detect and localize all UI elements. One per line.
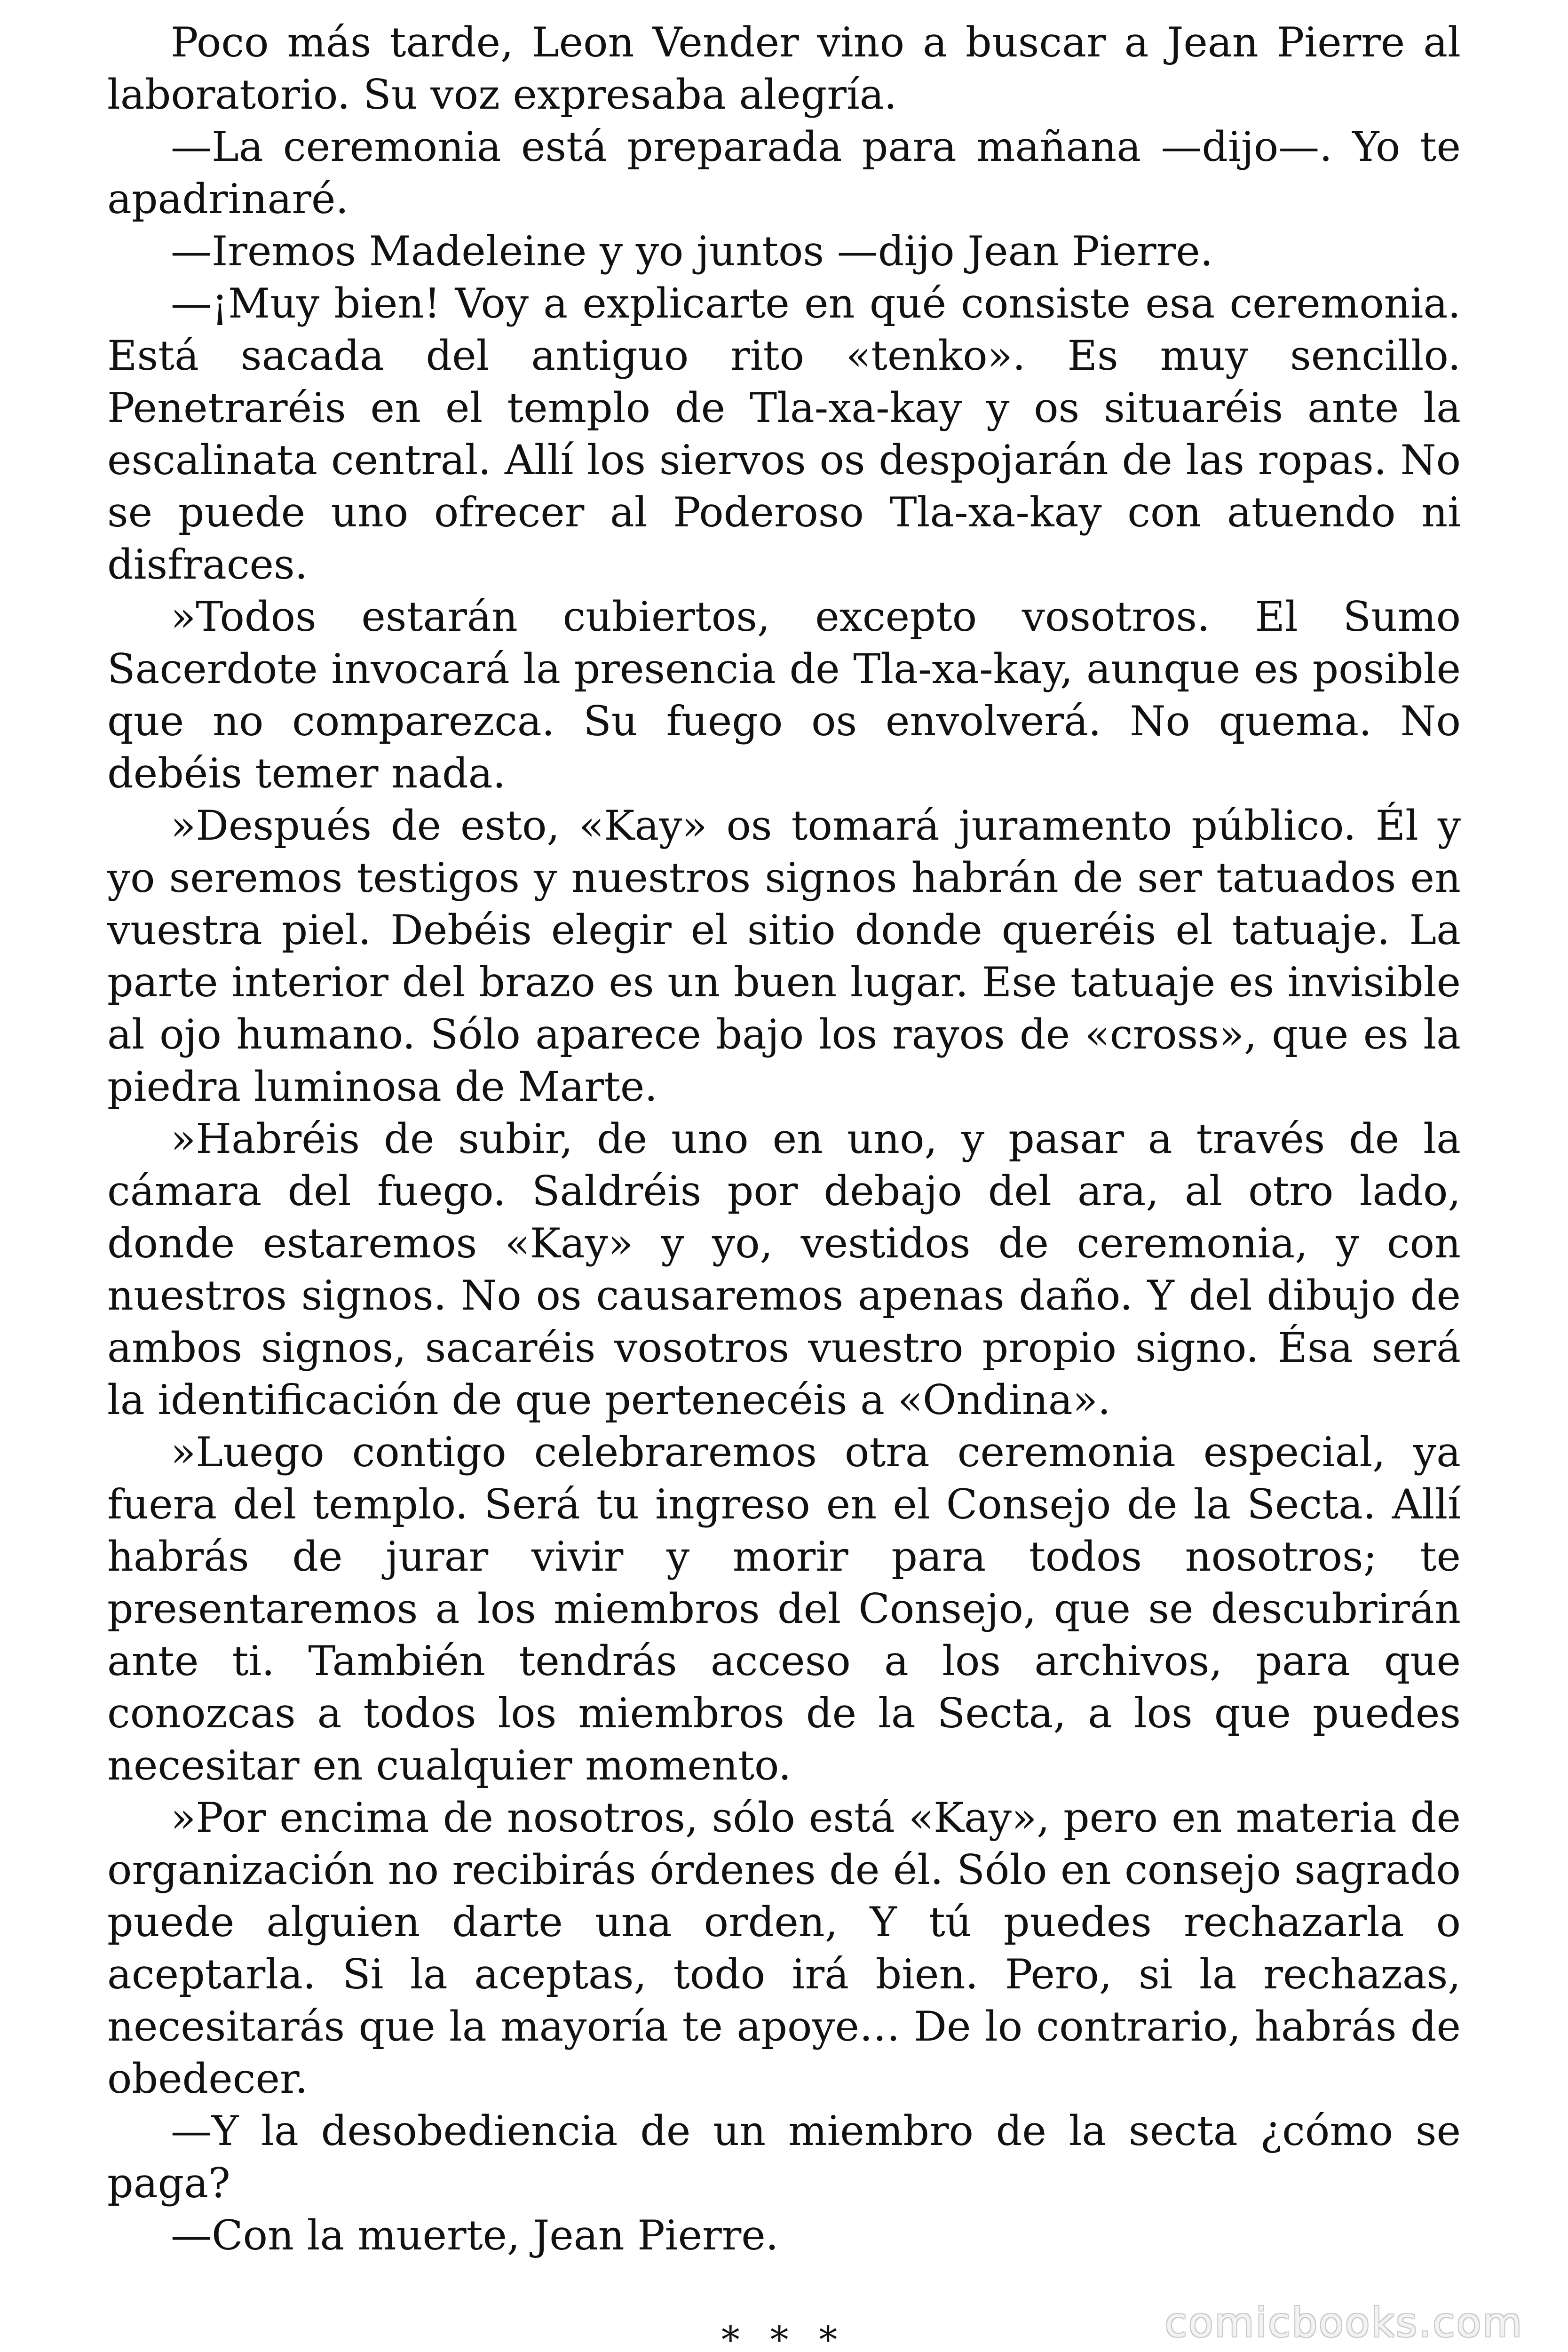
paragraph: —Iremos Madeleine y yo juntos —dijo Jean Pierre. (171, 227, 1213, 275)
paragraph: »Luego contigo celebraremos otra ceremonia especial, ya fuera del templo. Será tu ingreso en el Consejo de la Secta. Allí habrás de jurar vivir y morir para todos nosotros; te presentaremos a los miembros del Consejo, que se descubrirán ante ti. También tendrás acceso a los archivos, para que conozcas a todos los miembros de la Secta, a los que puedes necesitar en cualquier momento. (107, 1428, 1461, 1789)
paragraph: »Después de esto, «Kay» os tomará juramento público. Él y yo seremos testigos y nuestros signos habrán de ser tatuados en vuestra piel. Debéis elegir el sitio donde queréis el tatuaje. La parte interior del brazo es un buen lugar. Ese tatuaje es invisible al ojo humano. Sólo aparece bajo los rayos de «cross», que es la piedra luminosa de Marte. (107, 802, 1461, 1111)
paragraph: —La ceremonia está preparada para mañana —dijo—. Yo te apadrinaré. (107, 123, 1461, 223)
paragraph: »Por encima de nosotros, sólo está «Kay», pero en materia de organización no recibirás órdenes de él. Sólo en consejo sagrado puede alguien darte una orden, Y tú puedes rechazarla o aceptarla. Si la aceptas, todo irá bien. Pero, si la rechazas, necesitarás que la mayoría te apoye… De lo contrario, habrás de obedecer. (107, 1794, 1461, 2103)
paragraph: —Y la desobediencia de un miembro de la secta ¿cómo se paga? (107, 2107, 1461, 2207)
paragraph: —Con la muerte, Jean Pierre. (171, 2211, 779, 2259)
paragraph: »Habréis de subir, de uno en uno, y pasar a través de la cámara del fuego. Saldréis por debajo del ara, al otro lado, donde estaremos «Kay» y yo, vestidos de ceremonia, y con nuestros signos. No os causaremos apenas daño. Y del dibujo de ambos signos, sacaréis vosotros vuestro propio signo. Ésa será la identificación de que pertenecéis a «Ondina». (107, 1115, 1461, 1424)
scene-break: * * * (721, 2319, 847, 2352)
paragraph: —¡Muy bien! Voy a explicarte en qué consiste esa ceremonia. Está sacada del antiguo rito «tenko». Es muy sencillo. Penetraréis en el templo de Tla-xa-kay y os situaréis ante la escalinata central. Allí los siervos os despojarán de las ropas. No se puede uno ofrecer al Poderoso Tla-xa-kay con atuendo ni disfraces. (107, 279, 1461, 588)
paragraph: Poco más tarde, Leon Vender vino a buscar a Jean Pierre al laboratorio. Su voz expresaba alegría. (107, 18, 1461, 119)
paragraph: »Todos estarán cubiertos, excepto vosotros. El Sumo Sacerdote invocará la presencia de Tla-xa-kay, aunque es posible que no comparezca. Su fuego os envolverá. No quema. No debéis temer nada. (107, 593, 1461, 797)
watermark: comicbooks.com (1164, 2299, 1523, 2346)
page-body (107, 16, 1461, 2352)
